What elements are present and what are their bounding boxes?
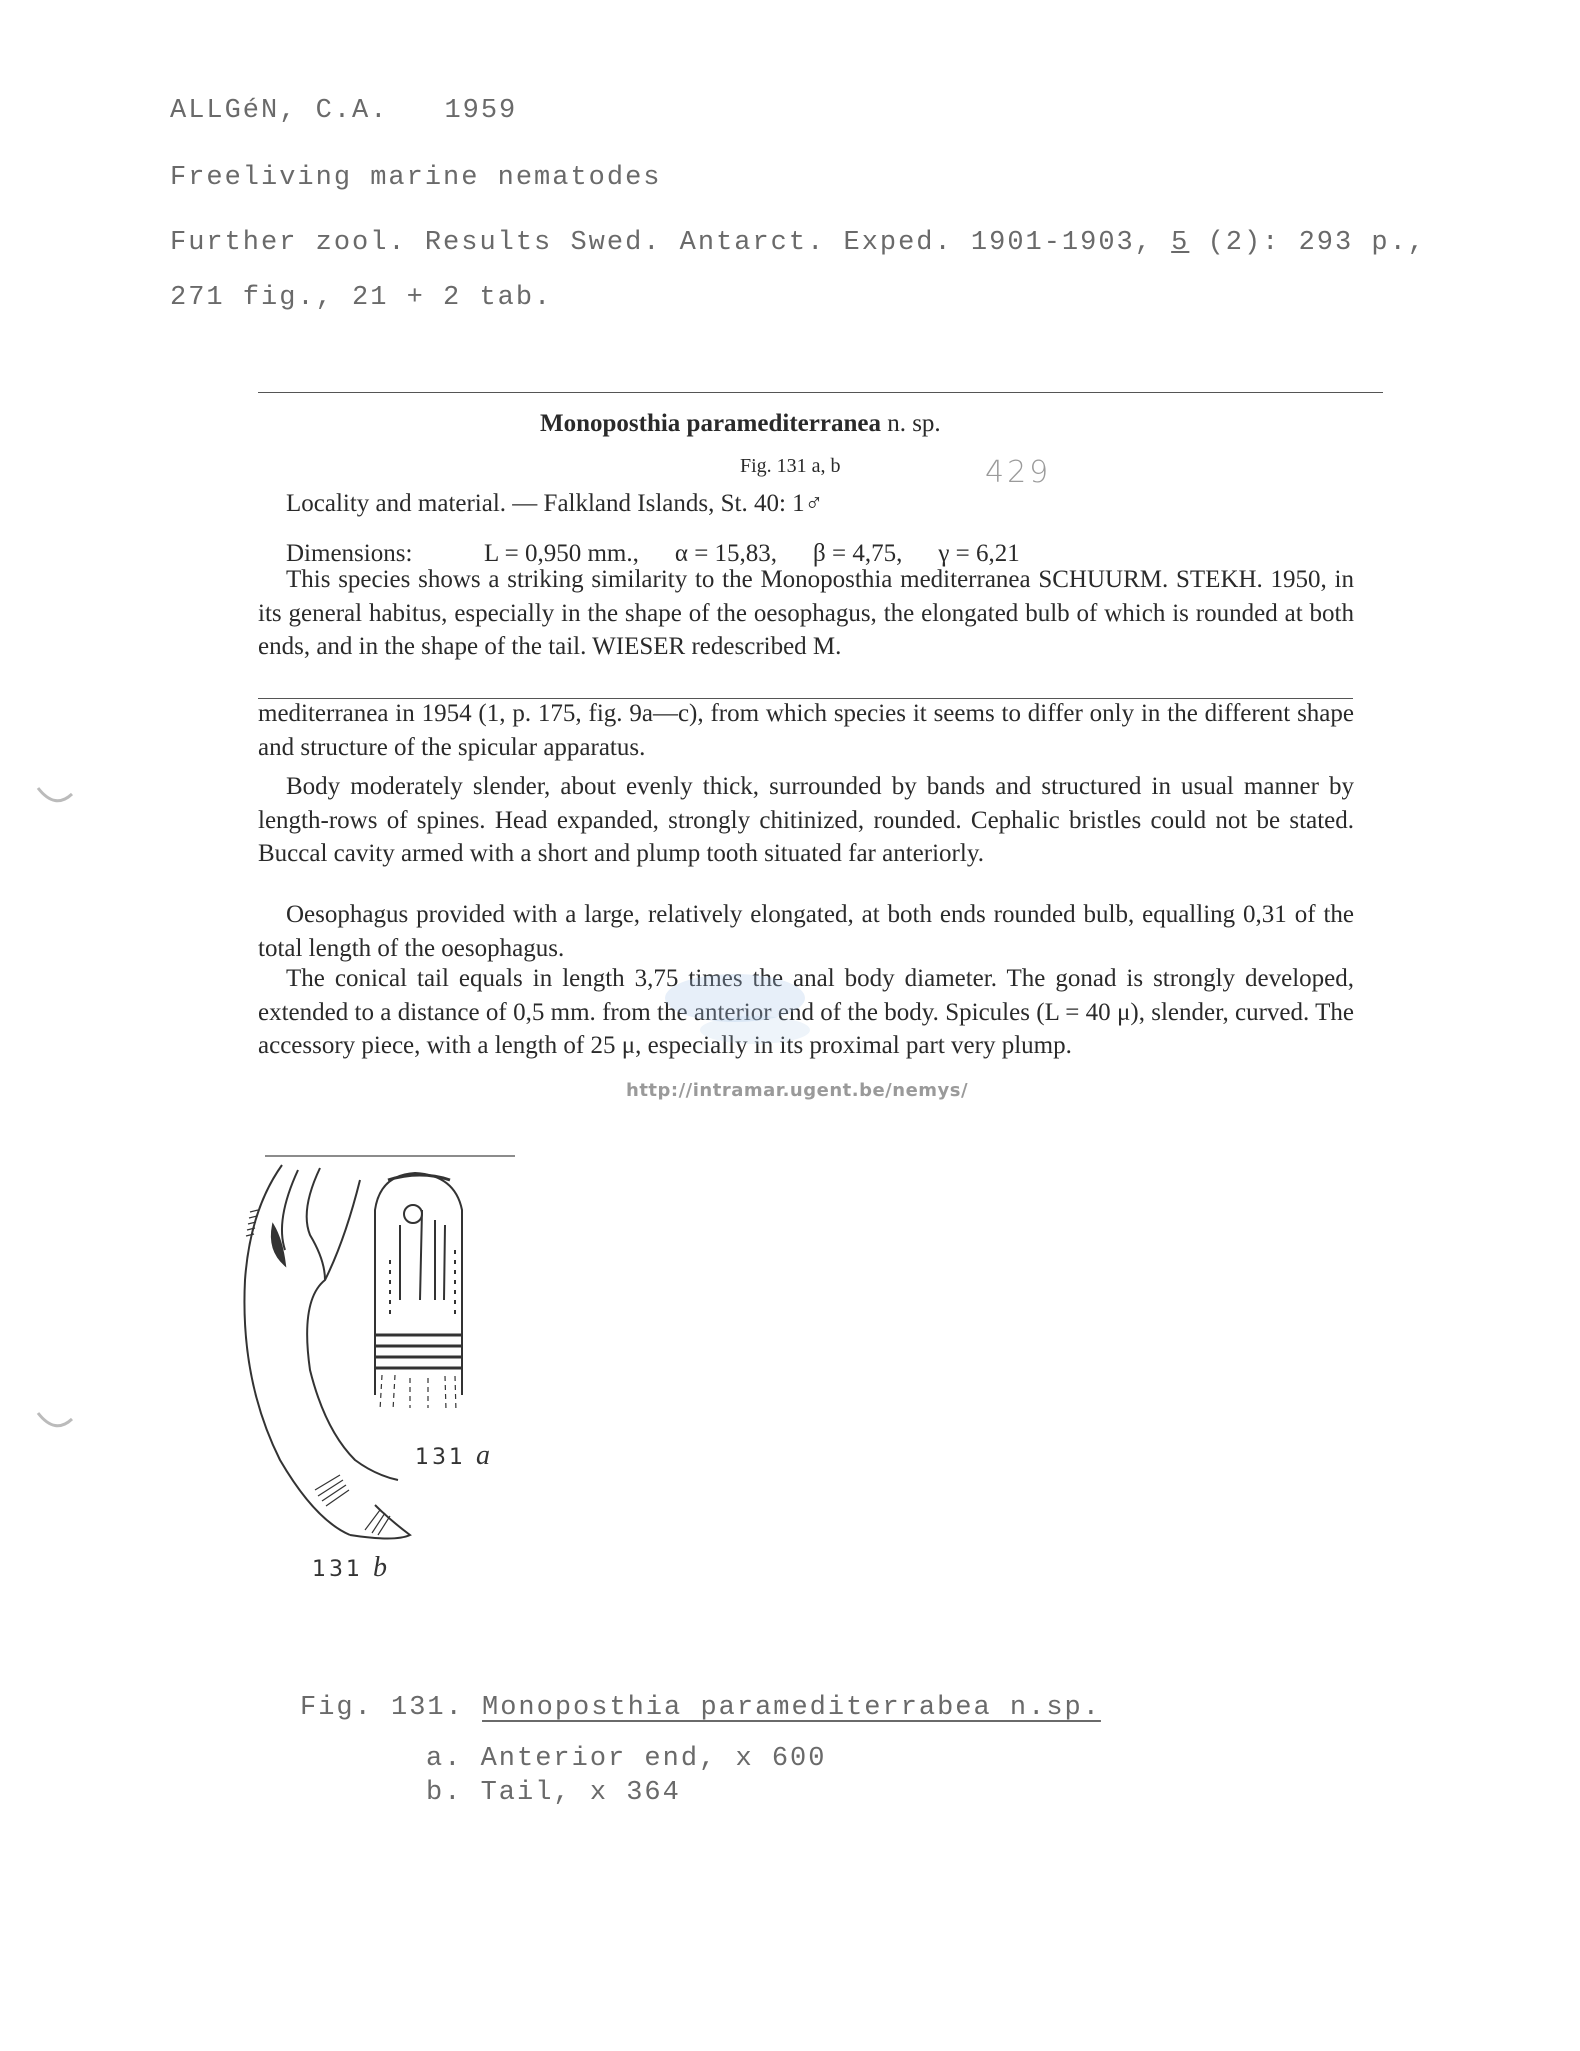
figure-reference: Fig. 131 a, b xyxy=(740,455,841,477)
caption-prefix: Fig. 131. xyxy=(300,1693,464,1723)
caption-item-a: a. Anterior end, x 600 xyxy=(426,1744,827,1774)
caption-item-b: b. Tail, x 364 xyxy=(426,1778,681,1808)
top-divider xyxy=(258,392,1383,393)
citation-year: 1959 xyxy=(444,96,518,126)
paragraph-similarity xyxy=(258,563,1354,664)
species-heading xyxy=(540,410,941,438)
anterior-end-drawing xyxy=(375,1173,462,1412)
figure-label-a-letter: a xyxy=(476,1440,490,1471)
watermark-logo xyxy=(655,958,855,1068)
paragraph-redescription xyxy=(258,697,1354,764)
citation-volume: 5 xyxy=(1171,228,1190,258)
dimension-beta: β = 4,75, xyxy=(813,540,903,567)
paragraph-oesophagus xyxy=(258,898,1354,965)
figure-label-a xyxy=(415,1440,490,1472)
paragraph-text: mediterranea in 1954 (1, p. 175, fig. 9a—c), from which species it seems to differ only in the different shape and structure of the spicular apparatus. xyxy=(258,700,1354,761)
locality-line: Locality and material. — Falkland Islands, St. 40: 1♂ xyxy=(286,490,824,517)
citation-pages: (2): 293 p., xyxy=(1207,228,1426,258)
paragraph-text: Body moderately slender, about evenly thick, surrounded by bands and structured in usual manner by length-rows of spines. Head expanded, strongly chitinized, rounded. Cephalic bristles could not be stated. Buccal cavity armed with a short and plump tooth situated far anteriorly. xyxy=(258,773,1354,867)
species-name: Monoposthia paramediterranea xyxy=(540,410,881,437)
caption-species: Monoposthia paramediterrabea n.sp. xyxy=(482,1693,1101,1723)
figure-label-a-number: 131 xyxy=(415,1445,466,1470)
figure-label-b xyxy=(312,1552,387,1584)
citation-journal-line xyxy=(170,228,1426,258)
dimension-alpha: α = 15,83, xyxy=(674,540,778,567)
punch-hole-mark xyxy=(30,1405,80,1445)
dimensions-label: Dimensions: xyxy=(286,540,413,567)
handwritten-page-number: 429 xyxy=(985,455,1052,490)
citation-author: ALLGéN, C.A. xyxy=(170,96,389,126)
species-suffix: n. sp. xyxy=(887,410,941,437)
dimension-length: L = 0,950 mm., xyxy=(484,540,639,567)
punch-hole-mark xyxy=(30,780,80,820)
paragraph-text: Oesophagus provided with a large, relatively elongated, at both ends rounded bulb, equalling 0,31 of the total length of the oesophagus. xyxy=(258,901,1354,962)
paragraph-body xyxy=(258,770,1354,871)
citation-journal: Further zool. Results Swed. Antarct. Exped. 1901-1903, xyxy=(170,228,1153,258)
watermark-url: http://intramar.ugent.be/nemys/ xyxy=(626,1080,969,1101)
paragraph-text: The conical tail equals in length 3,75 times the anal body diameter. The gonad is strongly developed, extended to a distance of 0,5 mm. from the anterior end of the body. Spicules (L = 40 μ), slender, curved. The accessory piece, with a length of 25 μ, especially in its proximal part very plump. xyxy=(258,965,1354,1059)
figure-label-b-letter: b xyxy=(373,1552,387,1583)
figure-caption xyxy=(300,1693,1101,1723)
citation-author-line xyxy=(170,96,517,126)
paragraph-text: This species shows a striking similarity to the Monoposthia mediterranea SCHUURM. STEKH. 1950, in its general habitus, especially in the shape of the oesophagus, the elongated bulb of which is rounded at both ends, and in the shape of the tail. WIESER redescribed M. xyxy=(258,566,1354,660)
figure-label-b-number: 131 xyxy=(312,1557,363,1582)
citation-title: Freeliving marine nematodes xyxy=(170,163,662,193)
citation-extent: 271 fig., 21 + 2 tab. xyxy=(170,283,553,313)
nematode-figure xyxy=(230,1130,550,1590)
tail-drawing xyxy=(244,1165,410,1539)
dimension-gamma: γ = 6,21 xyxy=(938,540,1020,567)
